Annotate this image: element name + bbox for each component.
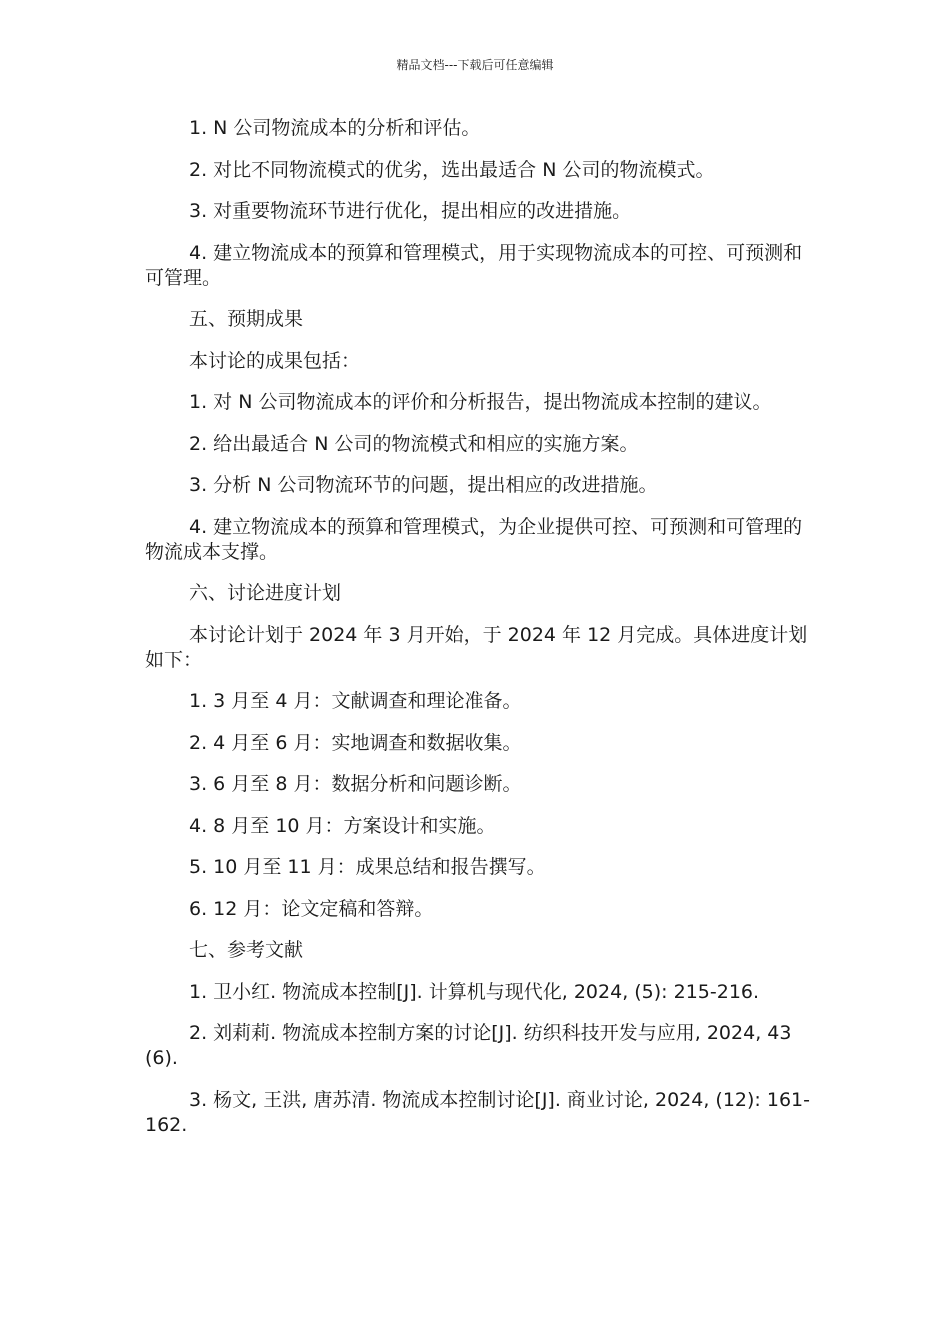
list-item: 4. 建立物流成本的预算和管理模式，用于实现物流成本的可控、可预测和可管理。 xyxy=(145,241,803,289)
section-heading: 五、预期成果 xyxy=(189,308,304,330)
list-item: 4. 8 月至 10 月：方案设计和实施。 xyxy=(189,814,496,837)
list-item: 3. 分析 N 公司物流环节的问题，提出相应的改进措施。 xyxy=(189,474,658,496)
reference-item: 2. 刘莉莉. 物流成本控制方案的讨论[J]. 纺织科技开发与应用, 2024, 43(6). xyxy=(145,1022,792,1069)
reference-item: 3. 杨文, 王洪, 唐苏清. 物流成本控制讨论[J]. 商业讨论, 2024, (12): 161-162. xyxy=(145,1088,810,1136)
list-item: 3. 6 月至 8 月：数据分析和问题诊断。 xyxy=(189,773,522,795)
list-item: 5. 10 月至 11 月：成果总结和报告撰写。 xyxy=(189,856,546,878)
list-item: 2. 给出最适合 N 公司的物流模式和相应的实施方案。 xyxy=(189,432,639,455)
section-heading: 六、讨论进度计划 xyxy=(189,582,342,604)
list-item: 2. 对比不同物流模式的优劣，选出最适合 N 公司的物流模式。 xyxy=(189,158,715,181)
list-item: 2. 4 月至 6 月：实地调查和数据收集。 xyxy=(189,731,522,754)
list-item: 4. 建立物流成本的预算和管理模式，为企业提供可控、可预测和可管理的物流成本支撑。 xyxy=(145,515,803,563)
list-item: 1. 对 N 公司物流成本的评价和分析报告，提出物流成本控制的建议。 xyxy=(189,391,772,413)
reference-item: 1. 卫小红. 物流成本控制[J]. 计算机与现代化, 2024, (5): 215-216. xyxy=(189,980,760,1003)
paragraph: 本讨论的成果包括： xyxy=(189,349,361,372)
list-item: 1. N 公司物流成本的分析和评估。 xyxy=(189,117,481,139)
list-item: 3. 对重要物流环节进行优化，提出相应的改进措施。 xyxy=(189,200,632,222)
list-item: 6. 12 月：论文定稿和答辩。 xyxy=(189,897,434,920)
list-item: 1. 3 月至 4 月：文献调查和理论准备。 xyxy=(189,690,522,712)
section-heading: 七、参考文献 xyxy=(189,939,304,961)
page-header: 精品文档---下载后可任意编辑 xyxy=(396,58,554,72)
document-body xyxy=(145,116,815,1154)
paragraph: 本讨论计划于 2024 年 3 月开始，于 2024 年 12 月完成。具体进度计划如下： xyxy=(145,623,808,671)
